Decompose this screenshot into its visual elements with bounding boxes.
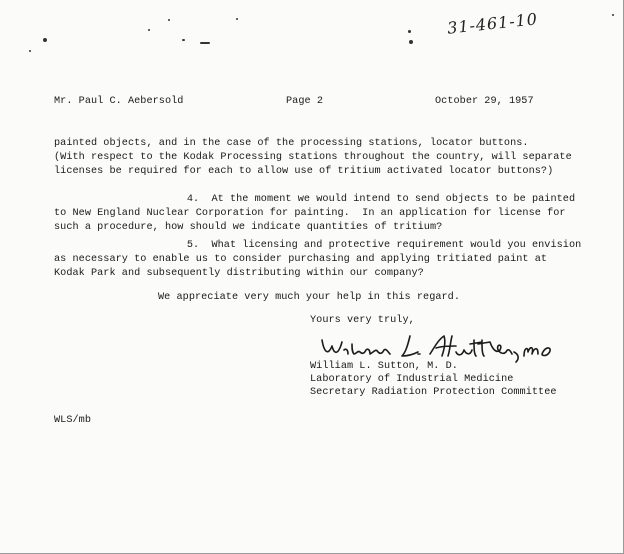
body-line: such a procedure, how should we indicate quantities of tritium? [54,222,443,233]
body-line: to New England Nuclear Corporation for painting. In an application for license for [54,208,566,219]
typist-initials: WLS/mb [54,415,91,426]
body-line: (With respect to the Kodak Processing stations throughout the country, will separate [54,152,572,163]
scan-speck [148,29,150,31]
signer-name: William L. Sutton, M. D. [310,361,458,372]
body-line: painted objects, and in the case of the processing stations, locator buttons. [54,138,529,149]
scan-speck [182,39,185,41]
letter-date: October 29, 1957 [435,96,534,107]
scan-speck [29,50,31,52]
scan-speck [612,14,614,16]
scan-speck [409,40,413,44]
scan-speck [43,38,47,42]
body-line: 4. At the moment we would intend to send objects to be painted [156,194,576,205]
closing: Yours very truly, [310,315,415,326]
page-number: Page 2 [286,96,323,107]
body-line: 5. What licensing and protective requirement would you envision [156,240,582,251]
body-line: licenses be required for each to allow use of tritium activated locator buttons?) [54,166,554,177]
signer-title: Secretary Radiation Protection Committee [310,387,557,398]
scan-speck [408,30,411,33]
scan-speck [168,19,170,21]
file-number: 31-461-10 [446,9,539,38]
scan-speck [236,18,238,20]
signer-department: Laboratory of Industrial Medicine [310,374,514,385]
recipient-name: Mr. Paul C. Aebersold [54,96,184,107]
body-line: Kodak Park and subsequently distributing within our company? [54,268,424,279]
scan-speck [200,42,210,44]
body-line: as necessary to enable us to consider purchasing and applying tritiated paint at [54,254,548,265]
body-line: We appreciate very much your help in this regard. [158,292,461,303]
